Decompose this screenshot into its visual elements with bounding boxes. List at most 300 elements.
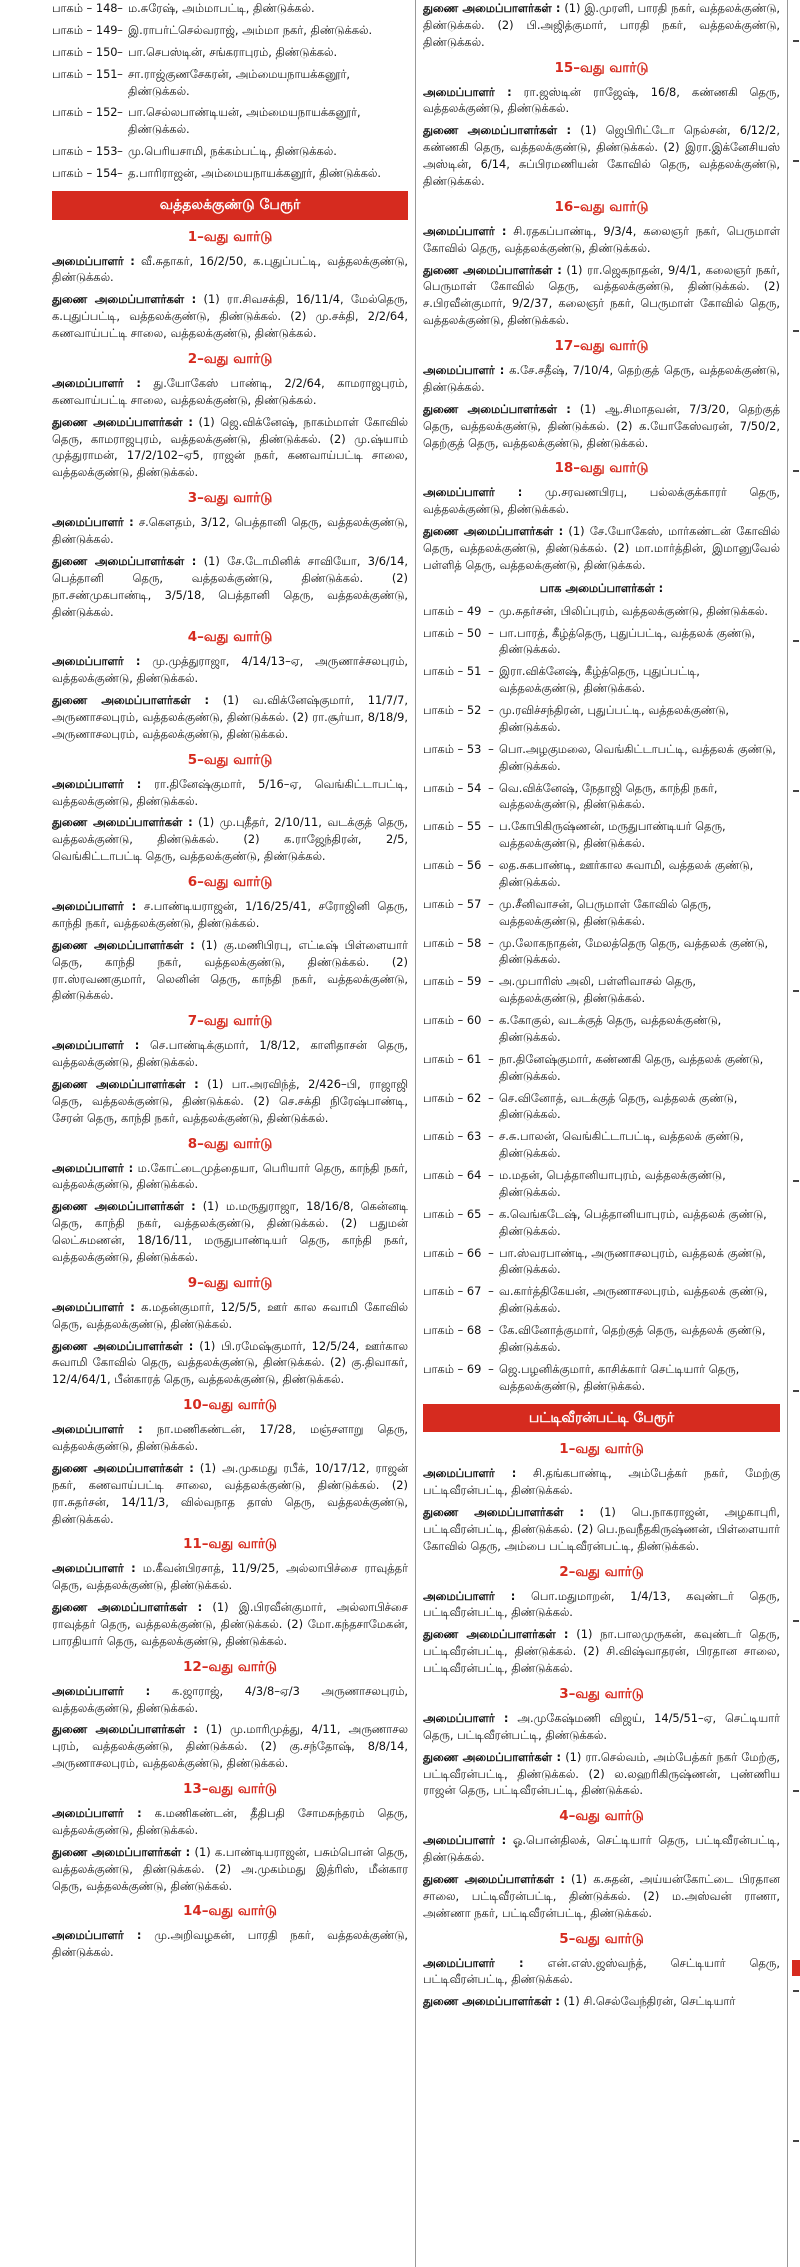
ward-entry xyxy=(423,1749,780,1800)
column-divider-right xyxy=(787,0,788,2267)
booth-text: மு.ரவிச்சந்திரன், புதுப்பட்டி, வத்தலக்குண்டு, திண்டுக்கல். xyxy=(499,703,730,734)
ward-entry xyxy=(423,1871,780,1922)
role-text: (1) பா.அரவிந்த், 2/426–பி, ராஜாஜி தெரு, வத்தலக்குண்டு, திண்டுக்கல். (2) செ.சக்தி நிரேஷ்பாண்டி, சேரன் தெரு, காந்தி நகர், வத்தலக்குண்டு, திண்டுக்கல். xyxy=(52,1077,408,1125)
ward-entry xyxy=(52,814,408,865)
ward-entry xyxy=(52,1338,408,1389)
role-text: க.மதன்குமார், 12/5/5, ஊர் கால சுவாமி கோவில் தெரு, வத்தலக்குண்டு, திண்டுக்கல். xyxy=(52,1299,408,1331)
ward-entry xyxy=(423,1832,780,1866)
ward-title: 5–வது வார்டு xyxy=(187,751,273,768)
booth-number: பாகம் – 149 xyxy=(52,22,118,37)
booth-number: பாகம் – 68 xyxy=(423,1323,482,1337)
ward-list-pattiveeranpatti xyxy=(423,1440,780,2010)
ward-title: 17–வது வார்டு xyxy=(554,338,649,355)
edge-text-fragment xyxy=(793,790,799,792)
role-text: (1) ஆ.சிமாதவன், 7/3/20, தெற்குத் தெரு, வத்தலக்குண்டு, திண்டுக்கல். (2) க.யோகேஸ்வரன், 7/50/2, தெற்குத் தெரு, வத்தலக்குண்டு, திண்டுக்கல். xyxy=(423,401,780,450)
role-text: (1) இ.பிரவீன்குமார், அல்லாபிச்சை ராவுத்தர் தெரு, வத்தலக்குண்டு, திண்டுக்கல். (2) மோ.கந்தசாமேகன், பாரதியார் தெரு, வத்தலக்குண்டு, திண்டுக்கல். xyxy=(52,1600,408,1648)
ward-entry xyxy=(52,1160,408,1194)
booth-row xyxy=(423,603,780,620)
booth-number: பாகம் – 49 xyxy=(423,603,482,618)
role-text: (1) ஜெ.விக்னேஷ், நாகம்மாள் கோவில் தெரு, காமராஜபுரம், வத்தலக்குண்டு, திண்டுக்கல். (2) மு.ஷ்யாம் முத்துராமன், 17/2/102–ஏ5, ராஜன் நகர், கணவாய்பட்டி சாலை, வத்தலக்குண்டு, திண்டுக்கல். xyxy=(52,414,408,480)
edge-text-fragment xyxy=(793,1390,799,1392)
booth-number: பாகம் – 50 xyxy=(423,625,482,640)
ward-title: 6–வது வார்டு xyxy=(187,874,273,891)
booth-number: பாகம் – 66 xyxy=(423,1245,482,1260)
role-text: (1) மு.புதீதர், 2/10/11, வடக்குத் தெரு, வத்தலக்குண்டு, திண்டுக்கல். (2) க.ராஜேந்திரன், 2/5, வெங்கிட்டாபட்டி தெரு, வத்தலக்குண்டு, திண்டுக்கல். xyxy=(52,815,408,864)
ward-title: 3–வது வார்டு xyxy=(187,490,273,507)
booth-text: சா.ராஜ்குணசேகரன், அம்மையநாயக்கனூர், திண்டுக்கல். xyxy=(128,66,351,98)
ward-entry xyxy=(423,1465,780,1499)
booth-heading: பாக அமைப்பாளர்கள் : xyxy=(539,580,664,595)
booth-row xyxy=(52,143,408,160)
booth-number: பாகம் – 69 xyxy=(423,1361,482,1376)
booth-text: பொ.அழகுமலை, வெங்கிட்டாபட்டி, வத்தலக் குண்டு, திண்டுக்கல். xyxy=(499,741,776,773)
role-text: ரா.ஜஸ்டின் ராஜேஷ், 16/8, கண்ணகி தெரு, வத்தலக்குண்டு, திண்டுக்கல். xyxy=(423,84,780,116)
role-label: அமைப்பாளர் : xyxy=(52,1561,136,1576)
booth-dash: – xyxy=(488,1168,494,1182)
booth-number: பாகம் – 148 xyxy=(52,1,118,15)
role-label: துணை அமைப்பாளர்கள் : xyxy=(52,693,210,708)
ward-entry xyxy=(52,253,408,287)
booth-row xyxy=(423,1051,780,1085)
booth-dash: – xyxy=(117,22,123,37)
booth-text: பா.செபஸ்டின், சங்கராபுரம், திண்டுக்கல். xyxy=(128,44,338,59)
ward-title: 3–வது வார்டு xyxy=(559,1685,644,1702)
booth-row xyxy=(423,973,780,1007)
booth-row xyxy=(423,857,780,891)
role-text: (1) க.சுதன், அய்யன்கோட்டை பிரதான சாலை, பட்டிவீரன்பட்டி, திண்டுக்கல். (2) ம.அஸ்வன் ராணா, அண்ணா நகர், பட்டிவீரன்பட்டி, திண்டுக்கல். xyxy=(423,1871,780,1920)
ward-entry xyxy=(52,514,408,548)
booth-text: மு.லோகநாதன், மேலத்தெரு தெரு, வத்தலக் குண்டு, திண்டுக்கல். xyxy=(499,935,769,967)
role-label: துணை அமைப்பாளர்கள் : xyxy=(52,1338,194,1353)
booth-row xyxy=(423,1322,780,1356)
role-label: அமைப்பாளர் : xyxy=(52,1160,134,1175)
booth-dash: – xyxy=(488,741,494,756)
section-band-pattiveeranpatti: பட்டிவீரன்பட்டி பேரூர் xyxy=(423,1404,780,1433)
booth-number: பாகம் – 62 xyxy=(423,1090,482,1105)
role-text: (1) பெ.நாகராஜன், அழகாபுரி, பட்டிவீரன்பட்டி, திண்டுக்கல். (2) பெ.நவநீதகிருஷ்ணன், பிள்ளையார் கோவில் தெரு, அம்பை பட்டிவீரன்பட்டி, திண்டுக்கல். xyxy=(423,1504,780,1553)
role-text: ஓ.பொன்திலக், செட்டியார் தெரு, பட்டிவீரன்பட்டி, திண்டுக்கல். xyxy=(423,1833,780,1865)
booth-row xyxy=(423,1090,780,1124)
edge-text-fragment xyxy=(793,640,799,642)
booth-list xyxy=(423,603,780,1395)
edge-text-fragment xyxy=(793,1620,799,1622)
booth-number: பாகம் – 59 xyxy=(423,974,482,989)
column-divider xyxy=(415,0,416,2267)
role-label: துணை அமைப்பாளர்கள் : xyxy=(52,1722,198,1737)
role-label: அமைப்பாளர் : xyxy=(423,84,512,99)
edge-red-marker xyxy=(792,1960,800,1976)
ward-entry xyxy=(423,401,780,452)
ward-entry xyxy=(52,414,408,482)
role-text: (1) மு.மாரிமுத்து, 4/11, அருணாசல புரம், வத்தலக்குண்டு, திண்டுக்கல். (2) கு.சந்தோஷ், 8/8/14, அருணாசலபுரம், வத்தலக்குண்டு, திண்டுக்கல். xyxy=(52,1722,408,1771)
booth-number: பாகம் – 151 xyxy=(52,66,118,81)
edge-text-fragment xyxy=(793,40,799,42)
role-text: மு.அறிவழகன், பாரதி நகர், வத்தலக்குண்டு, திண்டுக்கல். xyxy=(52,1928,408,1960)
ward-title: 10–வது வார்டு xyxy=(183,1397,277,1414)
booth-number: பாகம் – 63 xyxy=(423,1129,482,1144)
role-label: அமைப்பாளர் : xyxy=(52,375,141,390)
booth-text: த.பாரிராஜன், அம்மையநாயக்கனூர், திண்டுக்கல். xyxy=(128,166,381,180)
booth-number: பாகம் – 152 xyxy=(52,105,118,120)
booth-number: பாகம் – 60 xyxy=(423,1013,482,1027)
role-text: ரா.தினேஷ்குமார், 5/16–ஏ, வெங்கிட்டாபட்டி, வத்தலக்குண்டு, திண்டுக்கல். xyxy=(52,776,408,808)
role-label: அமைப்பாளர் : xyxy=(423,1710,509,1725)
ward-title: 9–வது வார்டு xyxy=(187,1274,273,1291)
ward-title: 2–வது வார்டு xyxy=(559,1563,644,1580)
booth-row xyxy=(423,1206,780,1240)
ward-entry xyxy=(52,653,408,687)
ward-list-vathalagundu-2 xyxy=(423,59,780,574)
ward-entry xyxy=(52,1721,408,1772)
booth-dash: – xyxy=(117,105,123,120)
adjacent-column-edge xyxy=(790,0,800,2267)
role-text: செ.பாண்டிக்குமார், 1/8/12, காளிதாசன் தெரு, வத்தலக்குண்டு, திண்டுக்கல். xyxy=(52,1038,408,1070)
ward-entry xyxy=(52,1927,408,1961)
role-label: அமைப்பாளர் : xyxy=(423,363,505,378)
booth-row xyxy=(52,104,408,138)
role-label: அமைப்பாளர் : xyxy=(52,1299,135,1314)
role-text: (1) நா.பாலமுருகன், கவுண்டர் தெரு, பட்டிவீரன்பட்டி, திண்டுக்கல். (2) சி.விஷ்வாதரன், பிரதான சாலை, பட்டிவீரன்பட்டி, திண்டுக்கல். xyxy=(423,1627,780,1676)
ward-entry xyxy=(52,692,408,743)
role-label: துணை அமைப்பாளர்கள் : xyxy=(52,815,193,830)
edge-text-fragment xyxy=(793,2140,799,2142)
role-label: அமைப்பாளர் : xyxy=(52,1806,142,1821)
booth-dash: – xyxy=(488,664,494,679)
ward-entry xyxy=(52,898,408,932)
booth-number: பாகம் – 64 xyxy=(423,1168,482,1182)
ward-entry xyxy=(423,484,780,518)
role-label: அமைப்பாளர் : xyxy=(423,223,507,238)
role-label: அமைப்பாளர் : xyxy=(52,776,142,791)
booth-dash: – xyxy=(488,625,494,640)
ward-entry xyxy=(423,1955,780,1989)
ward-title: 5–வது வார்டு xyxy=(559,1930,644,1947)
ward-entry xyxy=(52,1560,408,1594)
role-text: (1) அ.முகமது ரபீக், 10/17/12, ராஜன் நகர், கணவாய்பட்டி சாலை, வத்தலக்குண்டு, திண்டுக்கல். (2) ரா.சுதர்சன், 14/11/3, வில்வநாத தாஸ் தெரு, வத்தலக்குண்டு, திண்டுக்கல். xyxy=(52,1460,408,1526)
ward-title: 18–வது வார்டு xyxy=(554,460,649,477)
booth-row xyxy=(423,896,780,930)
booth-text: பா.பாரத், கீழ்த்தெரு, புதுப்பட்டி, வத்தலக் குண்டு, திண்டுக்கல். xyxy=(499,625,756,657)
role-label: அமைப்பாளர் : xyxy=(52,899,137,914)
role-text: (1) க.பாண்டியராஜன், பசும்பொன் தெரு, வத்தலக்குண்டு, திண்டுக்கல். (2) அ.முகம்மது இத்ரிஸ், மீன்கார தெரு, வத்தலக்குண்டு, திண்டுக்கல். xyxy=(52,1844,408,1893)
column-right xyxy=(423,0,780,2267)
ward-title: 12–வது வார்டு xyxy=(183,1658,277,1675)
edge-text-fragment xyxy=(793,1180,799,1182)
booth-dash: – xyxy=(488,1129,494,1144)
role-label: அமைப்பாளர் : xyxy=(52,253,135,268)
booth-text: மு.பெரியசாமி, நக்கம்பட்டி, திண்டுக்கல். xyxy=(128,144,337,159)
ward-entry xyxy=(423,523,780,574)
booth-number: பாகம் – 154 xyxy=(52,166,118,180)
booth-row xyxy=(423,818,780,852)
role-text: க.ஜாராஜ், 4/3/8–ஏ/3 அருணாசலபுரம், வத்தலக்குண்டு, திண்டுக்கல். xyxy=(52,1683,408,1715)
ward-title: 7–வது வார்டு xyxy=(187,1013,273,1030)
booth-dash: – xyxy=(488,603,494,618)
role-text: து.யோகேஸ் பாண்டி, 2/2/64, காமராஜபுரம், கணவாய்பட்டி சாலை, வத்தலக்குண்டு, திண்டுக்கல். xyxy=(52,375,408,407)
role-label: அமைப்பாளர் : xyxy=(423,485,523,500)
booth-row xyxy=(423,780,780,814)
booth-text: இரா.விக்னேஷ், கீழ்த்தெரு, புதுப்பட்டி, வத்தலக்குண்டு, திண்டுக்கல். xyxy=(499,664,700,696)
booth-text: க.வெங்கடேஷ், பெத்தானியாபுரம், வத்தலக் குண்டு, திண்டுக்கல். xyxy=(499,1206,767,1238)
booth-number: பாகம் – 52 xyxy=(423,703,482,717)
ward-entry xyxy=(423,1588,780,1622)
role-text: மு.சரவணபிரபு, பல்லக்குக்காரர் தெரு, வத்தலக்குண்டு, திண்டுக்கல். xyxy=(423,485,780,517)
booth-number: பாகம் – 55 xyxy=(423,819,482,834)
role-label: அமைப்பாளர் : xyxy=(52,654,141,669)
booth-text: நா.தினேஷ்குமார், கண்ணகி தெரு, வத்தலக் குண்டு, திண்டுக்கல். xyxy=(499,1051,764,1083)
ward-entry xyxy=(52,937,408,1005)
role-label: அமைப்பாளர் : xyxy=(423,1833,507,1848)
ward-entry xyxy=(423,122,780,190)
ward-entry xyxy=(52,1076,408,1127)
booth-dash: – xyxy=(488,1051,494,1066)
ward-entry xyxy=(423,223,780,257)
booth-dash: – xyxy=(488,1245,494,1260)
role-text: (1) சி.செல்வேந்திரன், செட்டியார் xyxy=(563,1994,736,2009)
ward-list-vathalagundu-1 xyxy=(52,228,408,1962)
booth-dash: – xyxy=(117,66,123,81)
ward-entry xyxy=(423,1626,780,1677)
role-label: துணை அமைப்பாளர்கள் : xyxy=(52,292,197,307)
role-label: துணை அமைப்பாளர்கள் : xyxy=(52,1199,196,1214)
edge-text-fragment xyxy=(793,330,799,332)
ward-entry xyxy=(52,1683,408,1717)
ward-entry xyxy=(423,362,780,396)
booth-number: பாகம் – 65 xyxy=(423,1206,482,1221)
booth-number: பாகம் – 150 xyxy=(52,44,118,59)
role-text: ச.கௌதம், 3/12, பெத்தானி தெரு, வத்தலக்குண்டு, திண்டுக்கல். xyxy=(52,515,408,546)
role-text: க.மணிகண்டன், தீதிபதி சோமசுந்தரம் தெரு, வத்தலக்குண்டு, திண்டுக்கல். xyxy=(52,1806,408,1837)
ward-entry xyxy=(52,1198,408,1266)
ward-title: 11–வது வார்டு xyxy=(183,1536,277,1553)
booth-dash: – xyxy=(488,703,494,717)
role-label: துணை அமைப்பாளர்கள் : xyxy=(423,1994,560,2009)
booth-text: வ.கார்த்திகேயன், அருணாசலபுரம், வத்தலக் குண்டு, திண்டுக்கல். xyxy=(499,1284,768,1316)
ward-entry xyxy=(423,84,780,118)
booth-text: செ.வினோத், வடக்குத் தெரு, வத்தலக் குண்டு, திண்டுக்கல். xyxy=(499,1090,738,1122)
role-label: துணை அமைப்பாளர்கள் : xyxy=(52,553,197,568)
role-label: அமைப்பாளர் : xyxy=(52,1422,143,1437)
ward-title: 1–வது வார்டு xyxy=(559,1441,644,1458)
role-label: அமைப்பாளர் : xyxy=(52,1928,142,1943)
role-label: அமைப்பாளர் : xyxy=(423,1588,516,1603)
ward-entry xyxy=(52,1599,408,1650)
booth-number: பாகம் – 51 xyxy=(423,664,482,679)
section-band-vathalagundu: வத்தலக்குண்டு பேரூர் xyxy=(52,191,408,220)
ward-entry xyxy=(52,1037,408,1071)
role-text: (1) ரா.ஜெகநாதன், 9/4/1, கலைஞர் நகர், பெருமாள் கோவில் தெரு, வத்தலக்குண்டு, திண்டுக்கல். (2) ச.பிரவீன்குமார், 9/2/37, கலைஞர் நகர், பெருமாள் கோவில் தெரு, வத்தலக்குண்டு, திண்டுக்கல். xyxy=(423,262,780,328)
booth-text: பா.செல்லபாண்டியன், அம்மையநாயக்கனூர், திண்டுக்கல். xyxy=(128,105,361,137)
edge-text-fragment xyxy=(793,160,799,162)
booth-text: ம.சுரேஷ், அம்மாபட்டி, திண்டுக்கல். xyxy=(128,1,315,15)
ward-entry xyxy=(423,1993,780,2010)
role-text: (1) ரா.சிவசக்தி, 16/11/4, மேல்தெரு, க.புதுப்பட்டி, வத்தலக்குண்டு, திண்டுக்கல். (2) மு.சக்தி, 2/2/64, கணவாய்பட்டி சாலை, வத்தலக்குண்டு, திண்டுக்கல். xyxy=(52,292,408,341)
role-label: துணை அமைப்பாளர்கள் : xyxy=(52,1077,199,1091)
role-label: துணை அமைப்பாளர்கள் : xyxy=(423,123,572,138)
booth-dash: – xyxy=(488,896,494,911)
role-label: அமைப்பாளர் : xyxy=(52,1683,151,1698)
role-text: (1) சே.டோமினிக் சாவியோ, 3/6/14, பெத்தானி தெரு, வத்தலக்குண்டு, திண்டுக்கல். (2) நா.சண்முகபாண்டி, 3/5/18, பெத்தானி தெரு, வத்தலக்குண்டு, திண்டுக்கல். xyxy=(52,553,408,619)
ward-title: 4–வது வார்டு xyxy=(187,629,273,646)
role-text: என்.எஸ்.ஜஸ்வந்த், செட்டியார் தெரு, பட்டிவீரன்பட்டி, திண்டுக்கல். xyxy=(423,1955,780,1987)
ward-entry xyxy=(52,776,408,810)
booth-row xyxy=(52,165,408,182)
role-text: (1) ம.மருதுராஜா, 18/16/8, கென்னடி தெரு, காந்தி நகர், வத்தலக்குண்டு, திண்டுக்கல். (2) பதுமன் லெட்சுமணன், 18/16/11, மருதுபாண்டியர் தெரு, காந்தி நகர், வத்தலக்குண்டு, திண்டுக்கல். xyxy=(52,1199,408,1264)
role-text: (1) வ.விக்னேஷ்குமார், 11/7/7, அருணாசலபுரம், வத்தலக்குண்டு, திண்டுக்கல். (2) ரா.சூர்யா, 8/18/9, அருணாசலபுரம், வத்தலக்குண்டு, திண்டுக்கல். xyxy=(52,693,408,741)
booth-row xyxy=(423,1283,780,1317)
booth-row xyxy=(423,1167,780,1201)
booth-number: பாகம் – 61 xyxy=(423,1051,482,1066)
booth-dash: – xyxy=(488,1284,494,1299)
role-text: மு.முத்துராஜா, 4/14/13–ஏ, அருணாச்சலபுரம், வத்தலக்குண்டு, திண்டுக்கல். xyxy=(52,654,408,686)
ward-title: 1–வது வார்டு xyxy=(187,228,273,245)
role-label: துணை அமைப்பாளர்கள் : xyxy=(52,414,193,429)
booth-number: பாகம் – 153 xyxy=(52,144,118,159)
booth-row xyxy=(423,625,780,659)
booth-dash: – xyxy=(117,166,123,180)
booth-text: அ.முபாரிஸ் அலி, பள்ளிவாசல் தெரு, வத்தலக்குண்டு, திண்டுக்கல். xyxy=(499,974,696,1006)
role-label: அமைப்பாளர் : xyxy=(52,515,134,530)
booth-row xyxy=(423,1245,780,1279)
booth-text: ம.மதன், பெத்தானியாபுரம், வத்தலக்குண்டு, திண்டுக்கல். xyxy=(499,1168,726,1199)
edge-text-fragment xyxy=(793,470,799,472)
booth-number: பாகம் – 53 xyxy=(423,741,482,756)
role-text: (1) ரா.செல்வம், அம்பேத்கர் நகர் மேற்கு, பட்டிவீரன்பட்டி, திண்டுக்கல். (2) ல.லஹரிகிருஷ்ணன், புண்ணிய ராஜன் தெரு, பட்டிவீரன்பட்டி, திண்டுக்கல். xyxy=(423,1749,780,1798)
role-label: துணை அமைப்பாளர்கள் : xyxy=(52,1600,203,1615)
booth-text: வெ.விக்னேஷ், நேதாஜி தெரு, காந்தி நகர், வத்தலக்குண்டு, திண்டுக்கல். xyxy=(499,780,718,812)
role-label: துணை அமைப்பாளர்கள் : xyxy=(423,1871,565,1886)
edge-text-fragment xyxy=(793,1990,799,1992)
booth-row xyxy=(52,66,408,100)
booth-dash: – xyxy=(488,1013,494,1027)
booth-dash: – xyxy=(117,144,123,159)
booth-row xyxy=(423,663,780,697)
ward-title: 4–வது வார்டு xyxy=(559,1808,644,1825)
role-text: (1) கு.மணிபிரபு, எட்டீஷ் பிள்ளையார் தெரு, காந்தி நகர், வத்தலக்குண்டு, திண்டுக்கல். (2) ரா.ஸ்ரவணகுமார், லெனின் தெரு, காந்தி நகர், வத்தலக்குண்டு, திண்டுக்கல். xyxy=(52,937,408,1003)
booth-dash: – xyxy=(488,974,494,989)
booth-text: ஜெ.பழனிக்குமார், காசிக்கார் செட்டியார் தெரு, வத்தலக்குண்டு, திண்டுக்கல். xyxy=(499,1361,740,1393)
role-text: (1) பி.ரமேஷ்குமார், 12/5/24, ஊர்கால சுவாமி கோவில் தெரு, வத்தலக்குண்டு, திண்டுக்கல். (2) கு.திவாகர், 12/4/64/1, பீன்காரத் தெரு, வத்தலக்குண்டு, திண்டுக்கல். xyxy=(52,1338,408,1387)
booth-number: பாகம் – 58 xyxy=(423,935,482,950)
role-text: சி.தங்கபாண்டி, அம்பேத்கர் நகர், மேற்கு பட்டிவீரன்பட்டி, திண்டுக்கல். xyxy=(423,1466,780,1498)
ward-title: 2–வது வார்டு xyxy=(187,350,273,367)
role-text: பொ.மதுமாறன், 1/4/13, கவுண்டர் தெரு, பட்டிவீரன்பட்டி, திண்டுக்கல். xyxy=(423,1588,780,1620)
ward-title: 8–வது வார்டு xyxy=(187,1135,273,1152)
booth-dash: – xyxy=(488,819,494,834)
role-label: துணை அமைப்பாளர்கள் : xyxy=(423,524,564,539)
booth-row xyxy=(423,1012,780,1046)
ward-title: 14–வது வார்டு xyxy=(183,1903,277,1920)
edge-text-fragment xyxy=(793,1790,799,1792)
ward-entry xyxy=(52,1844,408,1895)
booth-text: ப.கோபிகிருஷ்ணன், மருதுபாண்டியர் தெரு, வத்தலக்குண்டு, திண்டுக்கல். xyxy=(499,819,726,851)
edge-text-fragment xyxy=(793,990,799,992)
role-text: ச.பாண்டியராஜன், 1/16/25/41, சரோஜினி தெரு, காந்தி நகர், வத்தலக்குண்டு, திண்டுக்கல். xyxy=(52,899,408,930)
ward-entry xyxy=(423,1504,780,1555)
booth-row xyxy=(423,741,780,775)
ward-title: 16–வது வார்டு xyxy=(554,198,649,215)
role-label: துணை அமைப்பாளர்கள் : xyxy=(423,1749,562,1764)
role-label: துணை அமைப்பாளர்கள் : xyxy=(52,937,195,952)
role-label: துணை அமைப்பாளர்கள் : xyxy=(423,1504,585,1519)
booth-text: பா.ஸ்வரபாண்டி, அருணாசலபுரம், வத்தலக் குண்டு, திண்டுக்கல். xyxy=(499,1245,766,1277)
booth-text: கே.வினோத்குமார், தெற்குத் தெரு, வத்தலக் குண்டு, திண்டுக்கல். xyxy=(499,1323,766,1354)
ward-entry xyxy=(423,1710,780,1744)
role-label: துணை அமைப்பாளர்கள் : xyxy=(423,1627,569,1642)
role-label: துணை அமைப்பாளர்கள் : xyxy=(52,1844,191,1859)
ward-entry xyxy=(52,291,408,342)
booth-dash: – xyxy=(488,1361,494,1376)
role-label: அமைப்பாளர் : xyxy=(52,1038,140,1053)
booth-text: இ.ராபர்ட்செல்வராஜ், அம்மா நகர், திண்டுக்கல். xyxy=(128,22,373,37)
role-text: வீ.சுதாகர், 16/2/50, க.புதுப்பட்டி, வத்தலக்குண்டு, திண்டுக்கல். xyxy=(52,253,408,285)
ward-14-deputy xyxy=(423,0,780,51)
role-text: (1) இ.முரளி, பாரதி நகர், வத்தலக்குண்டு, திண்டுக்கல். (2) பி.அஜித்குமார், பாரதி நகர், வத்தலக்குண்டு, திண்டுக்கல். xyxy=(423,1,780,49)
booth-row xyxy=(423,1361,780,1395)
ward-entry xyxy=(52,553,408,621)
booth-text: மு.சுதர்சன், பிலிப்புரம், வத்தலக்குண்டு, திண்டுக்கல். xyxy=(499,603,768,618)
ward-entry xyxy=(52,1460,408,1528)
booth-row xyxy=(52,44,408,61)
role-label: அமைப்பாளர் : xyxy=(423,1955,524,1970)
role-label: துணை அமைப்பாளர்கள் : xyxy=(423,262,562,277)
role-text: க.சே.சதீஷ், 7/10/4, தெற்குத் தெரு, வத்தலக்குண்டு, திண்டுக்கல். xyxy=(423,363,780,394)
ward-title: 15–வது வார்டு xyxy=(554,59,649,76)
booth-dash: – xyxy=(117,1,123,15)
booth-number: பாகம் – 57 xyxy=(423,896,482,911)
booth-list-top xyxy=(52,0,408,182)
booth-dash: – xyxy=(488,1090,494,1105)
booth-text: மு.சீனிவாசன், பெருமாள் கோவில் தெரு, வத்தலக்குண்டு, திண்டுக்கல். xyxy=(499,896,712,928)
ward-entry xyxy=(52,375,408,409)
booth-row xyxy=(423,935,780,969)
role-text: (1) ஜெபிரிட்டோ நெல்சன், 6/12/2, கண்ணகி தெரு, வத்தலக்குண்டு, திண்டுக்கல். (2) இரா.இக்னேசியஸ் அஸ்டின், 6/14, சுப்பிரமணியன் கோவில் தெரு, வத்தலக்குண்டு, திண்டுக்கல். xyxy=(423,123,780,188)
role-label: துணை அமைப்பாளர்கள் : xyxy=(423,401,571,416)
role-text: நா.மணிகண்டன், 17/28, மஞ்சளாறு தெரு, வத்தலக்குண்டு, திண்டுக்கல். xyxy=(52,1422,408,1454)
booth-text: க.கோகுல், வடக்குத் தெரு, வத்தலக்குண்டு, திண்டுக்கல். xyxy=(499,1013,722,1044)
role-text: ம.கோட்டைமுத்தையா, பெரியார் தெரு, காந்தி நகர், வத்தலக்குண்டு, திண்டுக்கல். xyxy=(52,1160,408,1192)
booth-dash: – xyxy=(488,780,494,795)
ward-title: 13–வது வார்டு xyxy=(183,1781,277,1798)
booth-number: பாகம் – 67 xyxy=(423,1284,482,1299)
column-left xyxy=(52,0,408,2267)
role-text: அ.முகேஷ்மணி விஜய், 14/5/51–ஏ, செட்டியார் தெரு, பட்டிவீரன்பட்டி, திண்டுக்கல். xyxy=(423,1710,780,1742)
booth-dash: – xyxy=(488,935,494,950)
booth-number: பாகம் – 56 xyxy=(423,858,482,872)
booth-number: பாகம் – 54 xyxy=(423,780,482,795)
booth-dash: – xyxy=(488,1323,494,1337)
booth-dash: – xyxy=(488,858,494,872)
role-text: சி.ரதகப்பாண்டி, 9/3/4, கலைஞர் நகர், பெருமாள் கோவில் தெரு, வத்தலக்குண்டு, திண்டுக்கல். xyxy=(423,223,780,255)
booth-row xyxy=(52,0,408,17)
role-label: அமைப்பாளர் : xyxy=(423,1466,517,1481)
booth-dash: – xyxy=(488,1206,494,1221)
booth-text: ச.சு.பாலன், வெங்கிட்டாபட்டி, வத்தலக் குண்டு, திண்டுக்கல். xyxy=(499,1129,744,1161)
ward-entry xyxy=(52,1805,408,1839)
booth-dash: – xyxy=(117,44,123,59)
booth-text: லத.சுகபாண்டி, ஊர்கால சுவாமி, வத்தலக் குண்டு, திண்டுக்கல். xyxy=(499,858,754,889)
ward-entry xyxy=(52,1299,408,1333)
ward-entry xyxy=(423,262,780,330)
booth-row xyxy=(423,702,780,736)
role-label: துணை அமைப்பாளர்கள் : xyxy=(52,1460,194,1475)
role-text: (1) சே.யோகேஸ், மார்கண்டன் கோவில் தெரு, வத்தலக்குண்டு, திண்டுக்கல். (2) மா.மார்த்தின், இமானுவேல் பள்ளித் தெரு, வத்தலக்குண்டு, திண்டுக்கல். xyxy=(423,524,780,572)
role-text: ம.கீவன்பிரசாத், 11/9/25, அல்லாபிச்சை ராவுத்தர் தெரு, வத்தலக்குண்டு, திண்டுக்கல். xyxy=(52,1561,408,1593)
ward-entry xyxy=(52,1421,408,1455)
role-label: துணை அமைப்பாளர்கள் : xyxy=(423,1,561,15)
booth-row xyxy=(52,22,408,39)
booth-row xyxy=(423,1128,780,1162)
